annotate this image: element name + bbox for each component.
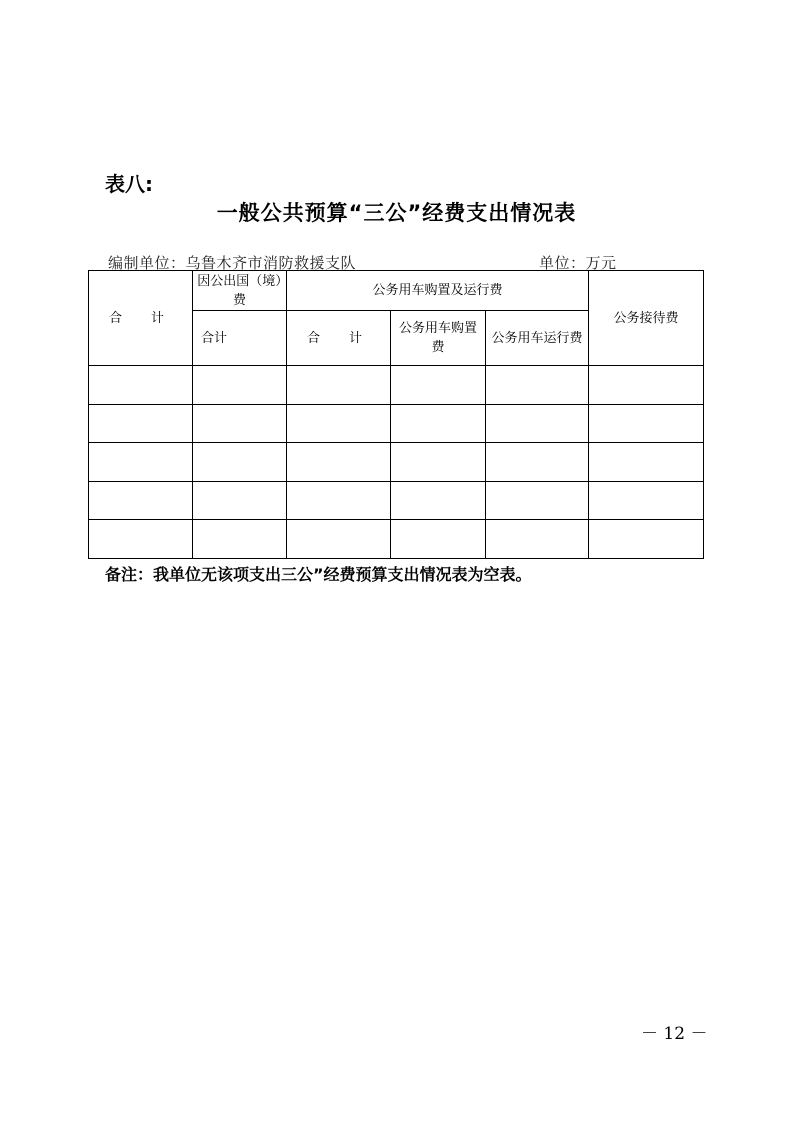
- table-cell: [89, 481, 193, 520]
- table-row: [89, 404, 704, 443]
- page-number: － 12 －: [641, 1024, 708, 1044]
- table-cell: [193, 520, 287, 559]
- header-vehicle-group: 公务用车购置及运行费: [287, 271, 589, 311]
- table-cell: [391, 520, 486, 559]
- header-row-1: [89, 271, 704, 311]
- table-cell: [486, 481, 589, 520]
- header-total: 合 计: [89, 271, 193, 366]
- table-cell: [391, 443, 486, 482]
- table-row: [89, 520, 704, 559]
- table-cell: [589, 520, 704, 559]
- table-cell: [589, 366, 704, 405]
- table-label: 表八:: [105, 172, 153, 196]
- budget-table: [88, 270, 704, 559]
- table-cell: [486, 443, 589, 482]
- table-cell: [391, 366, 486, 405]
- header-vehicle-purchase: 公务用车购置费: [391, 311, 486, 366]
- header-abroad-total: 合计: [193, 311, 287, 366]
- table-cell: [486, 404, 589, 443]
- table-cell: [193, 443, 287, 482]
- header-vehicle-operation: 公务用车运行费: [486, 311, 589, 366]
- table-row: [89, 366, 704, 405]
- table-cell: [287, 520, 391, 559]
- table-cell: [193, 481, 287, 520]
- table-row: [89, 481, 704, 520]
- table-cell: [193, 404, 287, 443]
- table-cell: [287, 481, 391, 520]
- prepared-by-unit: 编制单位：乌鲁木齐市消防救援支队: [108, 254, 357, 272]
- table-cell: [193, 366, 287, 405]
- table-cell: [287, 366, 391, 405]
- table-cell: [89, 366, 193, 405]
- table-cell: [287, 443, 391, 482]
- table-cell: [89, 404, 193, 443]
- table-cell: [589, 481, 704, 520]
- table-cell: [391, 404, 486, 443]
- table-note: 备注：我单位无该项支出三公”经费预算支出情况表为空表。: [105, 565, 532, 584]
- currency-unit: 单位：万元: [539, 254, 617, 272]
- table-cell: [486, 366, 589, 405]
- table-row: [89, 443, 704, 482]
- header-abroad: 因公出国（境）费: [193, 271, 287, 311]
- table-cell: [486, 520, 589, 559]
- table-cell: [89, 520, 193, 559]
- header-vehicle-total: 合 计: [287, 311, 391, 366]
- table-cell: [287, 404, 391, 443]
- table-cell: [589, 404, 704, 443]
- table-cell: [391, 481, 486, 520]
- page-title: 一般公共预算“三公”经费支出情况表: [216, 201, 577, 225]
- table-cell: [589, 443, 704, 482]
- header-reception: 公务接待费: [589, 271, 704, 366]
- table-cell: [89, 443, 193, 482]
